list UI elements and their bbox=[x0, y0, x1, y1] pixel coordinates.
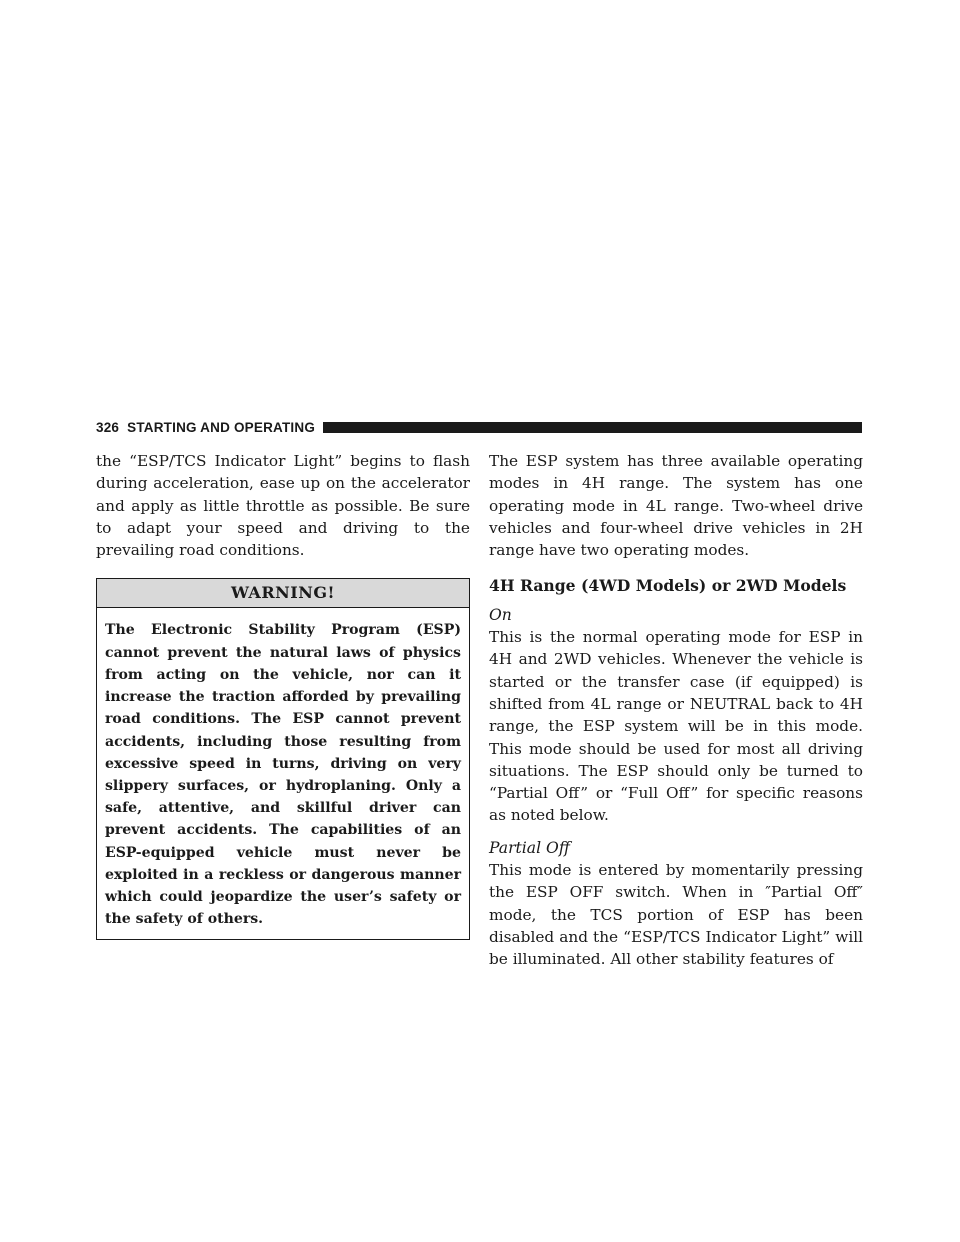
range-subheading: 4H Range (4WD Models) or 2WD Models bbox=[489, 576, 847, 596]
section-title: STARTING AND OPERATING bbox=[127, 419, 316, 435]
right-column bbox=[489, 450, 863, 971]
warning-body: The Electronic Stability Program (ESP) cannot prevent the natural laws of physics from acting on the vehicle, nor can it increase the traction afforded by prevailing road conditions. The ESP cannot prevent accidents, including those resulting from excessive speed in turns, driving on very slippery surfaces, or hydroplaning. Only a safe, attentive, and skillful driver can prevent accidents. The capabilities of an ESP-equipped vehicle must never be exploited in a reckless or dangerous manner which could jeopardize the user’s safety or the safety of others. bbox=[105, 622, 461, 928]
mode-partial-off-label: Partial Off bbox=[489, 838, 570, 857]
warning-title: WARNING! bbox=[97, 579, 469, 608]
mode-on-label: On bbox=[489, 605, 512, 624]
left-column bbox=[96, 450, 470, 940]
mode-on-paragraph: This is the normal operating mode for ESP in 4H and 2WD vehicles. Whenever the vehicle is started or the transfer case (if equipped) is shifted from 4L range or NEUTRAL back to 4H range, the ESP system will be in this mode. This mode should be used for most all driving situations. The ESP should only be turned to “Partial Off” or “Full Off” for specific reasons as noted below. bbox=[489, 628, 863, 825]
warning-box bbox=[96, 578, 470, 940]
intro-paragraph: the “ESP/TCS Indicator Light” begins to flash during acceleration, ease up on the accelerator and apply as little throttle as possible. Be sure to adapt your speed and driving to the prevailing road conditions. bbox=[96, 452, 470, 560]
header-rule bbox=[323, 422, 862, 433]
mode-partial-off-paragraph: This mode is entered by momentarily pressing the ESP OFF switch. When in ″Partial Off″ mode, the TCS portion of ESP has been disabled and the “ESP/TCS Indicator Light” will be illuminated. All other stability features of bbox=[489, 861, 863, 969]
page-number: 326 bbox=[96, 419, 120, 435]
page-header bbox=[96, 419, 862, 435]
modes-intro-paragraph: The ESP system has three available operating modes in 4H range. The system has one operating mode in 4L range. Two-wheel drive vehicles and four-wheel drive vehicles in 2H range have two operating modes. bbox=[489, 452, 863, 560]
